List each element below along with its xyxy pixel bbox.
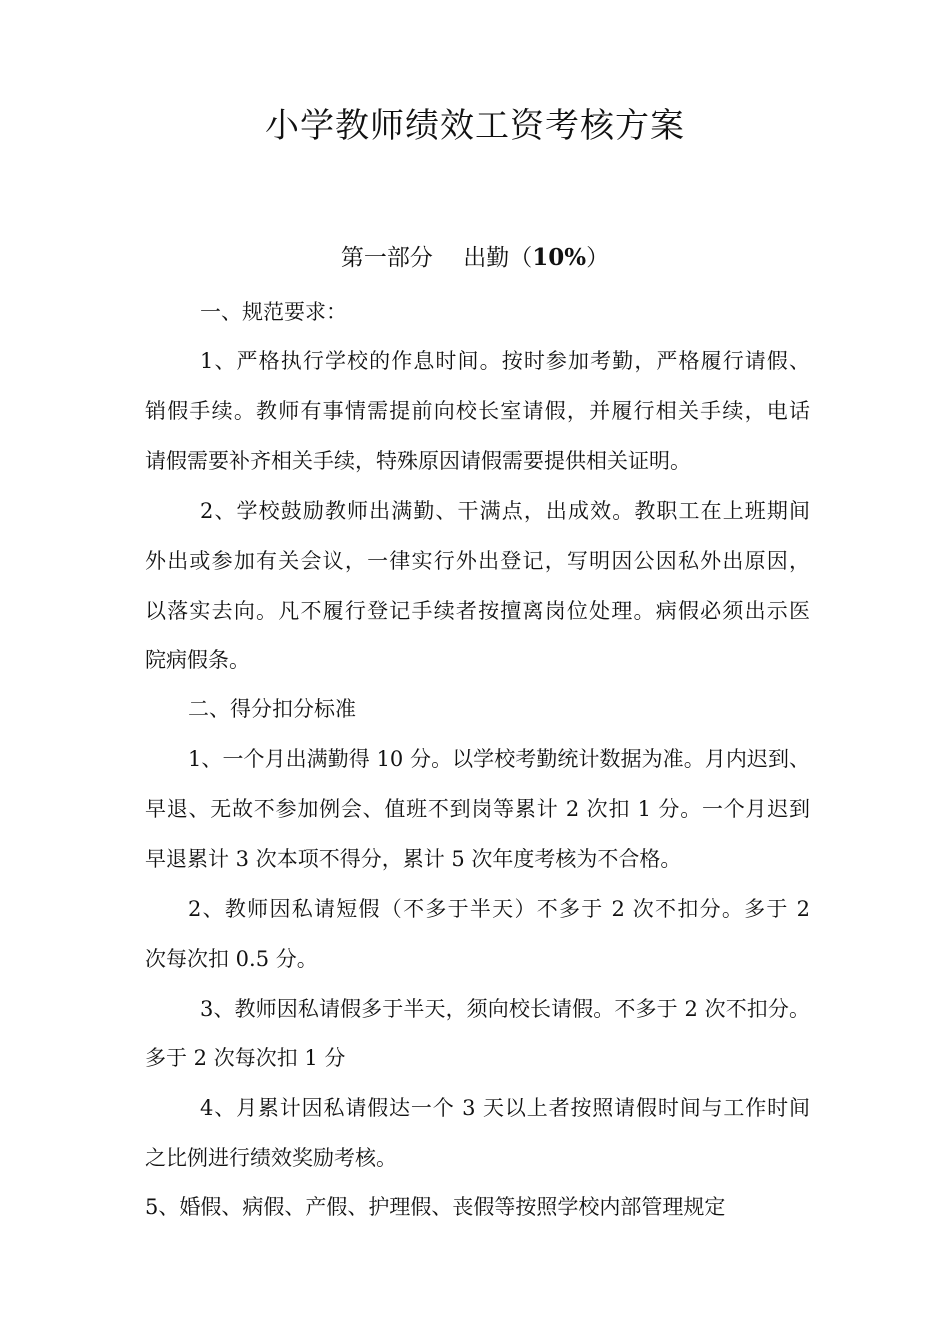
paragraph-line: 2、教师因私请短假（不多于半天）不多于 2 次不扣分。多于 2 <box>188 897 810 921</box>
section-percent: 10% <box>532 244 587 271</box>
paragraph-line: 以落实去向。凡不履行登记手续者按擅离岗位处理。病假必须出示医 <box>145 599 810 623</box>
document-title: 小学教师绩效工资考核方案 <box>265 106 685 146</box>
paragraph-line: 5、婚假、病假、产假、护理假、丧假等按照学校内部管理规定 <box>145 1195 726 1219</box>
subheading-scoring: 二、得分扣分标准 <box>188 697 356 721</box>
paragraph-line: 2、学校鼓励教师出满勤、干满点，出成效。教职工在上班期间 <box>200 499 810 523</box>
paragraph-line: 请假需要补齐相关手续，特殊原因请假需要提供相关证明。 <box>145 449 691 473</box>
paragraph-line: 之比例进行绩效奖励考核。 <box>145 1146 397 1170</box>
section-heading-close: ） <box>586 245 610 271</box>
paragraph-line: 1、一个月出满勤得 10 分。以学校考勤统计数据为准。月内迟到、 <box>188 747 810 771</box>
paragraph-line: 早退累计 3 次本项不得分，累计 5 次年度考核为不合格。 <box>145 847 682 871</box>
paragraph-line: 次每次扣 0.5 分。 <box>145 947 318 971</box>
section-heading-text: 第一部分 出勤（ <box>340 245 533 271</box>
paragraph-line: 早退、无故不参加例会、值班不到岗等累计 2 次扣 1 分。一个月迟到 <box>145 797 810 821</box>
paragraph-line: 多于 2 次每次扣 1 分 <box>145 1046 346 1070</box>
paragraph-line: 院病假条。 <box>145 648 250 672</box>
subheading-requirements: 一、规范要求： <box>200 300 347 324</box>
section-heading <box>0 240 950 276</box>
paragraph-line: 外出或参加有关会议，一律实行外出登记，写明因公因私外出原因， <box>145 549 810 573</box>
paragraph-line: 4、月累计因私请假达一个 3 天以上者按照请假时间与工作时间 <box>200 1096 810 1120</box>
paragraph-line: 销假手续。教师有事情需提前向校长室请假，并履行相关手续，电话 <box>145 399 810 423</box>
paragraph-line: 3、教师因私请假多于半天，须向校长请假。不多于 2 次不扣分。 <box>200 997 810 1021</box>
paragraph-line: 1、严格执行学校的作息时间。按时参加考勤，严格履行请假、 <box>200 349 810 373</box>
